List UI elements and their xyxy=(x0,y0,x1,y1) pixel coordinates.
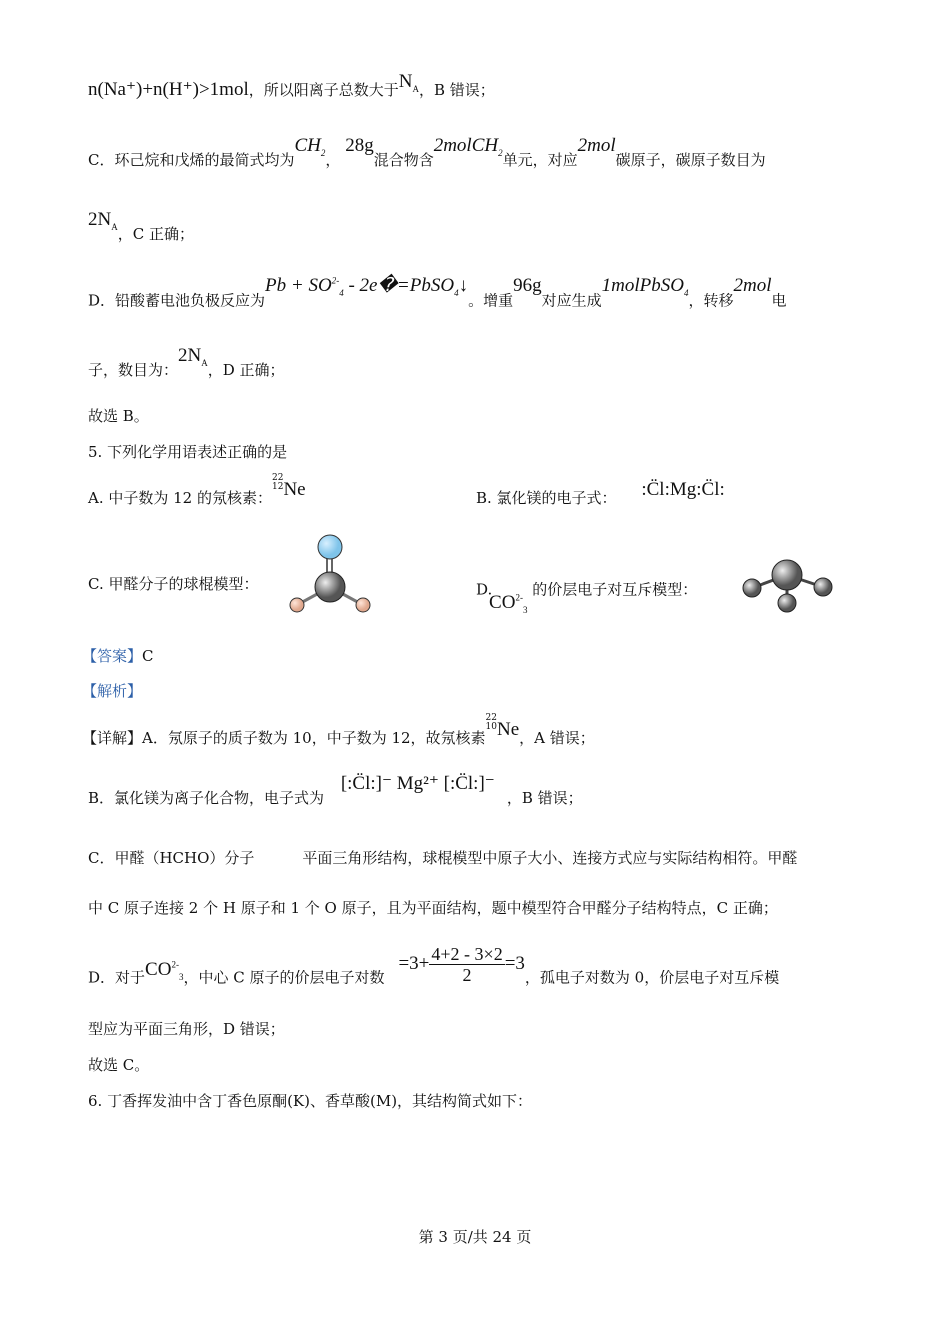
detail-d: D．对于$CO^{2-}_3$，中心 C 原子的价层电子对数=3+ $\frac{4+2 - 3\times 2}{2}$ =3，孤电子对数为 0，价层电子对互斥模 xyxy=(88,944,780,987)
line-b-conclusion xyxy=(88,71,495,107)
question-6-title: 6. 丁香挥发油中含丁香色原酮(K)、香草酸(M)，其结构简式如下： xyxy=(88,1092,533,1110)
formula: 2molCH$_2$ xyxy=(433,135,503,158)
text: ，B 错误； xyxy=(418,81,495,99)
formula: $2N_A$ xyxy=(178,345,208,368)
formula: n(Na⁺)+n(H⁺)>1mol xyxy=(88,79,249,100)
formula: $CH_2$ xyxy=(294,135,326,158)
detail-c: C．甲醛（HCHO）分子 平面三角形结构，球棍模型中原子大小、连接方式应与实际结构相符。甲醛 xyxy=(88,849,798,867)
text: ，所以阳离子总数大于 xyxy=(248,81,399,99)
detail-d-2: 型应为平面三角形，D 错误； xyxy=(88,1020,285,1038)
text: ，D 正确； xyxy=(207,361,285,379)
conclusion: 故选 B。 xyxy=(88,407,149,425)
formula: $N_A$ xyxy=(398,71,419,94)
text: D．铅酸蓄电池负极反应为 xyxy=(88,291,266,310)
text: C．环己烷和戊烯的最简式均为 xyxy=(88,151,295,169)
text: ， xyxy=(325,151,341,169)
option-c: C. 甲醛分子的球棍模型： xyxy=(88,575,259,593)
line-c xyxy=(88,135,766,177)
conclusion: 故选 C。 xyxy=(88,1056,150,1074)
text: 碳原子，碳原子数目为 xyxy=(615,151,766,169)
detail-a: 【详解】A．氖原子的质子数为 10，中子数为 12，故氖核素22 10Ne，A 错误； xyxy=(82,713,595,747)
question-5-title: 5. 下列化学用语表述正确的是 xyxy=(88,443,288,461)
text: 混合物含 xyxy=(373,151,434,169)
formula: $2N_A$ xyxy=(88,209,118,232)
formula: 96g xyxy=(513,275,542,297)
formula: 2mol xyxy=(733,275,772,297)
electron-formula: :C̈l:Mg:C̈l: xyxy=(641,479,725,500)
co3-vsepr-model xyxy=(735,555,845,615)
formaldehyde-ball-stick-model xyxy=(280,530,380,620)
fraction: $\frac{4+2 - 3\times 2}{2}$ xyxy=(431,944,503,985)
formula: 1molPbSO$_4$ xyxy=(601,275,689,299)
text: ，C 正确； xyxy=(117,225,194,243)
line-c-2 xyxy=(88,209,194,251)
formula: $Pb + SO^{2-}_4$ - 2e�=PbSO$_4$↓ xyxy=(265,275,469,299)
electron-formula: [:C̈l:]⁻ Mg²⁺ [:C̈l:]⁻ xyxy=(340,773,495,794)
text: 对应生成 xyxy=(541,291,602,310)
text: 单元，对应 xyxy=(502,151,578,169)
formula: 2mol xyxy=(577,135,616,156)
detail-c-2: 中 C 原子连接 2 个 H 原子和 1 个 O 原子，且为平面结构，题中模型符合甲醛分子结构特点，C 正确； xyxy=(88,899,778,917)
line-d-2 xyxy=(88,345,285,387)
analysis-label: 【解析】 xyxy=(82,682,143,700)
line-d xyxy=(88,275,787,317)
option-a: A. 中子数为 12 的氖核素：22 12Ne xyxy=(88,473,306,507)
option-b: B. 氯化镁的电子式： :C̈l:Mg:C̈l: xyxy=(476,479,725,507)
option-d: D. $CO^{2-}_3$ 的价层电子对互斥模型： xyxy=(476,580,698,616)
text: 。增重 xyxy=(468,291,514,310)
answer: 【答案】C xyxy=(82,647,154,665)
text: 电 xyxy=(771,291,787,310)
page-footer: 第 3 页/共 24 页 xyxy=(418,1228,532,1246)
formula: 28g xyxy=(345,135,374,156)
text: ，转移 xyxy=(688,291,734,310)
text: 子，数目为： xyxy=(88,361,179,379)
detail-b: B．氯化镁为离子化合物，电子式为 [:C̈l:]⁻ Mg²⁺ [:C̈l:]⁻，B 错误； xyxy=(88,773,583,807)
